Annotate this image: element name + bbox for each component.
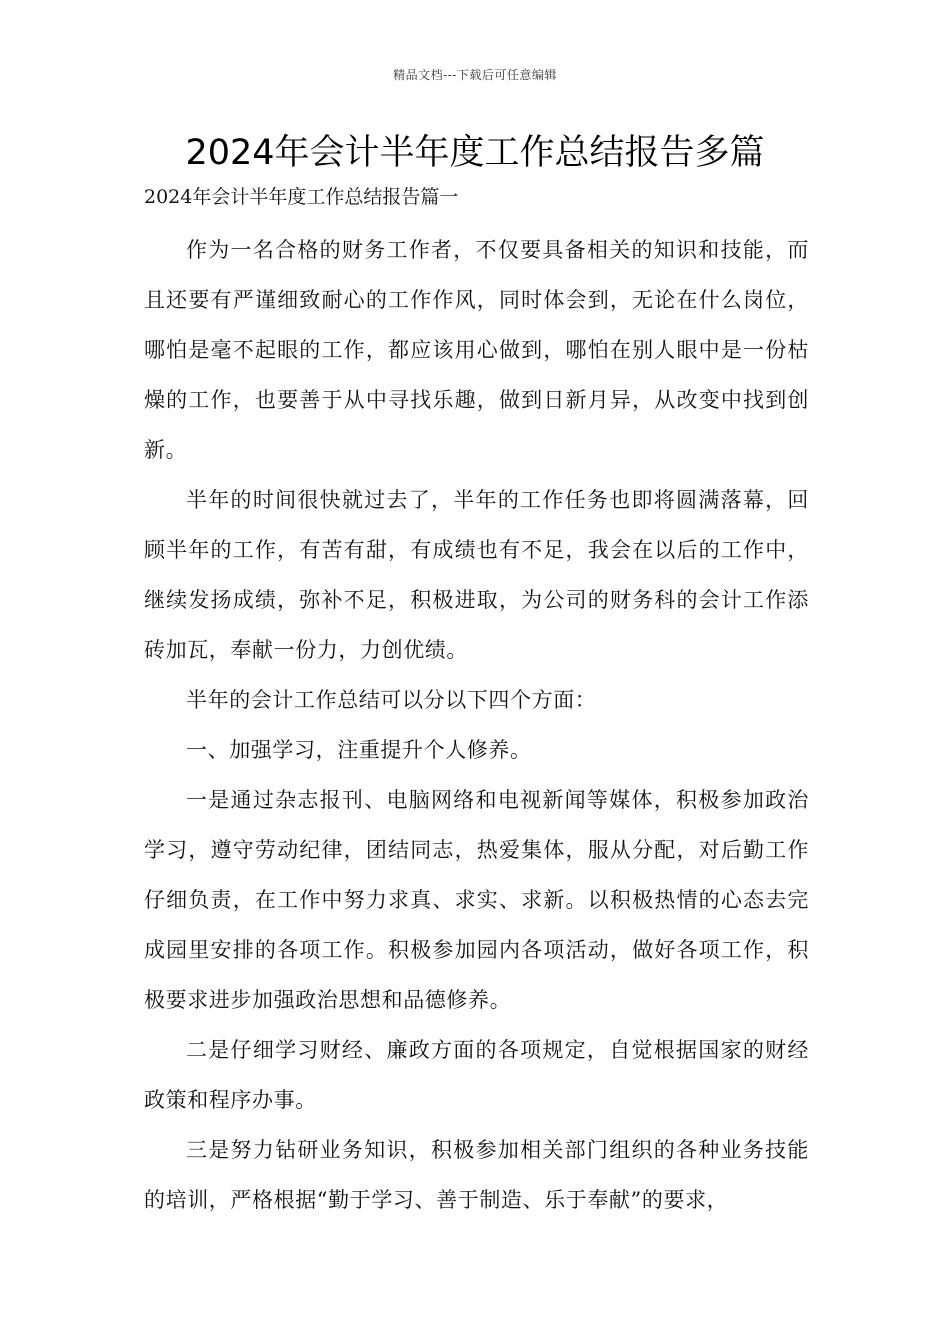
section-heading-1: 一、加强学习，注重提升个人修养。 (186, 738, 532, 762)
document-body (144, 183, 809, 1225)
paragraph-summary-aspects: 半年的会计工作总结可以分以下四个方面： (186, 688, 597, 712)
header-note: 精品文档---下载后可任意编辑 (393, 68, 557, 82)
section-subtitle: 2024年会计半年度工作总结报告篇一 (144, 186, 459, 208)
paragraph-review: 半年的时间很快就过去了，半年的工作任务也即将圆满落幕，回顾半年的工作，有苦有甜，有成绩也有不足，我会在以后的工作中，继续发扬成绩，弥补不足，积极进取，为公司的财务科的会计工作添砖加瓦，奉献一份力，力创优绩。 (144, 488, 809, 662)
paragraph-intro: 作为一名合格的财务工作者，不仅要具备相关的知识和技能，而且还要有严谨细致耐心的工作作风，同时体会到，无论在什么岗位，哪怕是毫不起眼的工作，都应该用心做到，哪怕在别人眼中是一份枯燥的工作，也要善于从中寻找乐趣，做到日新月异，从改变中找到创新。 (144, 238, 809, 462)
paragraph-point-3: 三是努力钻研业务知识，积极参加相关部门组织的各种业务技能的培训，严格根据“勤于学习、善于制造、乐于奉献”的要求， (144, 1138, 809, 1212)
document-title: 2024年会计半年度工作总结报告多篇 (185, 133, 765, 173)
paragraph-point-2: 二是仔细学习财经、廉政方面的各项规定，自觉根据国家的财经政策和程序办事。 (144, 1038, 809, 1112)
paragraph-point-1: 一是通过杂志报刊、电脑网络和电视新闻等媒体，积极参加政治学习，遵守劳动纪律，团结同志，热爱集体，服从分配，对后勤工作仔细负责，在工作中努力求真、求实、求新。以积极热情的心态去完成园里安排的各项工作。积极参加园内各项活动，做好各项工作，积极要求进步加强政治思想和品德修养。 (144, 788, 809, 1012)
